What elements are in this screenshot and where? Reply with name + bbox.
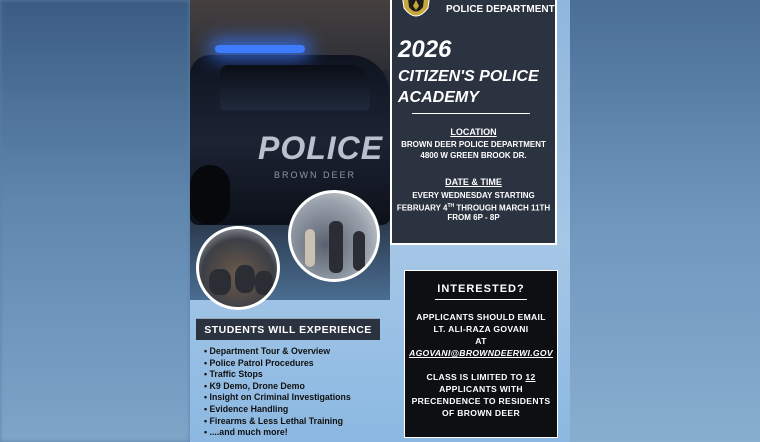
training-photo (288, 190, 380, 282)
car-window (220, 65, 370, 110)
datetime-start-suffix: TH (447, 203, 455, 209)
datetime-line1: EVERY WEDNESDAY STARTING (412, 191, 535, 200)
academy-flyer (190, 0, 570, 442)
datetime-heading: DATE & TIME (445, 177, 502, 187)
interested-line3: AT (475, 336, 487, 346)
car-door-text: POLICE (258, 130, 384, 166)
background-blur-left (0, 0, 190, 442)
location-line2: 4800 W GREEN BROOK DR. (420, 151, 527, 160)
interested-divider (435, 299, 527, 300)
location-line1: BROWN DEER POLICE DEPARTMENT (401, 140, 546, 149)
list-item: • Traffic Stops (204, 369, 263, 380)
academy-title-line1: CITIZEN'S POLICE (398, 68, 539, 85)
email-link[interactable]: AGOVANI@BROWNDEERWI.GOV (409, 348, 553, 358)
car-wheel (190, 165, 230, 225)
interested-line1: APPLICANTS SHOULD EMAIL (416, 312, 546, 322)
interested-line2: LT. ALI-RAZA GOVANI (433, 324, 529, 334)
academy-title (398, 66, 558, 108)
students-title: STUDENTS WILL EXPERIENCE (204, 324, 372, 336)
datetime-line3: FROM 6P - 8P (447, 213, 500, 222)
interested-email (405, 347, 557, 359)
datetime-start-date: FEBRUARY 4 (396, 203, 448, 213)
interested-title: INTERESTED? (437, 283, 525, 295)
list-item: • ....and much more! (204, 427, 288, 438)
police-lightbar (215, 45, 305, 53)
car-door-subtext: BROWN DEER (274, 170, 357, 180)
background-blur-right (570, 0, 760, 442)
class-limit-line2: APPLICANTS WITH (439, 384, 523, 394)
title-divider (412, 113, 530, 114)
academy-title-line2: ACADEMY (398, 89, 479, 106)
list-item: • Department Tour & Overview (204, 346, 331, 356)
list-item: • K9 Demo, Drone Demo (204, 380, 305, 391)
class-limit-line4: OF BROWN DEER (442, 408, 520, 418)
students-header (196, 318, 380, 340)
list-item: • Insight on Criminal Investigations (204, 392, 351, 403)
department-label: POLICE DEPARTMENT (446, 4, 555, 15)
class-limit-line1 (405, 371, 557, 383)
class-limit-number: 12 (525, 372, 536, 382)
list-item: • Police Patrol Procedures (204, 357, 314, 368)
classroom-photo (196, 226, 280, 310)
police-badge-icon (398, 0, 434, 24)
list-item: • Evidence Handling (204, 403, 289, 414)
list-item: • Firearms & Less Lethal Training (204, 415, 343, 426)
location-heading: LOCATION (450, 127, 497, 137)
info-panel (390, 0, 557, 245)
class-limit-line3: PRECENDENCE TO RESIDENTS (411, 396, 551, 406)
interested-box (404, 270, 558, 438)
experience-list (204, 346, 394, 439)
datetime-end-date: THROUGH MARCH 11TH (454, 203, 551, 213)
class-limit-text: CLASS IS LIMITED TO (426, 372, 526, 382)
academy-year: 2026 (398, 36, 452, 63)
